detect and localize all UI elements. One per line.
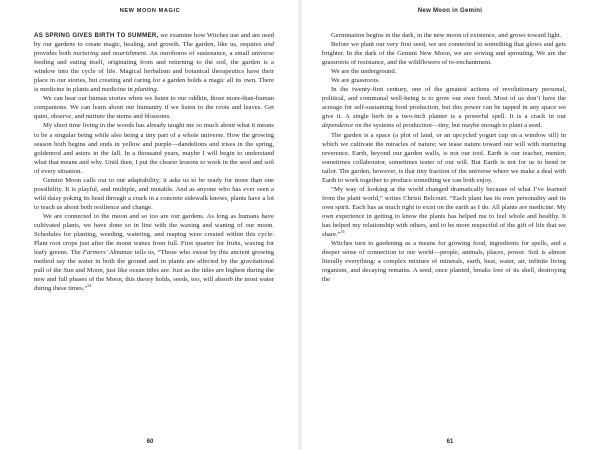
- paragraph: “My way of looking at the world changed dramatically because of what I’ve learned from the plant world,” writes Christi Belcourt. “Each plant has its own personality and its own spirit. Each has as much right to exist on the earth as I do. All plants are medicine. My own experience in getting to know the plants has helped me to feel whole and healthy. It has helped my relationship with others, and to be more respectful of the gift of life that we share.”$^{55}$: [322, 185, 566, 239]
- paragraph: The garden is a space (a plot of land, or an upcycled yogurt cup on a window sill) in which we cultivate the miracles of nature; we tease nature toward our will with nurturing reverence. Earth, beyond our garden walls, is not our tool. Earth is our teacher, mentor, sometimes collaborator, sometimes tester of our will. But Earth is not for us to bend or tailor. The garden, however, is that tiny fraction of the universe where we make a deal with Earth to work together to produce something we can both enjoy.: [322, 131, 566, 184]
- paragraph: We are the underground.: [331, 68, 397, 76]
- paragraph: We can hear our human stories when we listen to our oddkin, those more-than-human companions. We can learn about our humanity if we listen to the roots and leaves. Get quiet, observe, and nurture the stems and blossoms.: [34, 95, 274, 121]
- left-page-body: [34, 31, 274, 293]
- almanac-title: Farmers’ Almanac: [82, 249, 133, 257]
- page-number-right: 61: [446, 439, 454, 445]
- right-page: [300, 0, 600, 450]
- running-head-left: NEW MOON MAGIC: [119, 8, 181, 14]
- paragraph: In the twenty-first century, one of the greatest actions of revolutionary personal, political, and communal well-being is to grow our own food. Most of us don’t have the acreage for self-sustaining food production, but this power can be tapped in any space we give it. A single herb in a two-inch planter is a powerful spell. It is a crack in our dependence on the systems of production—tiny, but maybe enough to plant a seed.: [322, 86, 566, 130]
- paragraph: Witches turn to gardening as a means for growing food, ingredients for spells, and a deeper sense of connection to our world—people, animals, places, power. Soil is almost literally everything: a complex mixture of minerals, earth, heat, water, air, infinite living organism, and decaying remains. A seed, once planted, breaks free of its shell, destroying the: [322, 240, 566, 284]
- paragraph: My short time living in the woods has already taught me so much about what it means to be a singular being while also being a tiny part of a whole universe. How the growing season both begins and ends in yellow and purple—dandelions and irises in the spring, goldenrod and asters in the fall. In a thousand years, maybe I will begin to understand what that means and why. Until then, I put the clearer lessons to work in the seed and soil of every situation.: [34, 122, 274, 175]
- paragraph: Gemini Moon calls out to our adaptability; it asks us to be ready for more than one possibility. It is playful, and multiple, and mutable. And as anyone who has ever seen a wild daisy poking its head through a crack in a concrete sidewalk knows, plants have a lot to teach us about both resilience and change.: [34, 176, 274, 211]
- page-number-left: 60: [146, 439, 154, 445]
- paragraph: AS SPRING GIVES BIRTH TO SUMMER, we examine how Witches use and are used by our gardens to create magic, healing, and growth. The garden, like us, requires and provides both nurturing and nourishment. An ouroboros of sustenance, a small universe feeding and eating itself, originating from and returning to the soil, the garden is a window into the cycle of life. Magical herbalism and botanical therapeutics have their place in our stories, but creating and caring for a garden holds a magic all its own. There is medicine in plants and medicine in planting.: [34, 32, 274, 94]
- right-page-body: [322, 31, 566, 284]
- running-head-right: New Moon in Gemini: [417, 8, 483, 14]
- lead-in: AS SPRING GIVES BIRTH TO SUMMER,: [34, 32, 159, 39]
- paragraph: Germination begins in the dark, in the new moon of existence, and grows toward light.: [331, 32, 562, 39]
- footnote-marker: 55: [340, 228, 345, 234]
- paragraph: We are connected to the moon and so too are our gardens. As long as humans have cultivated plants, we have done so in line with the waxing and waning of our moon. Schedules for planting, weeding, watering, and reaping were created within this cycle: Plant root crops just after the moon wanes from full. First quarter for fruits, waxing for leafy greens. The Farmers’ Almanac tells us, “Those who swear by this ancient growing method say the water in both the ground and in plants are affected by the gravitational pull of the Sun and Moon, just like ocean tides are. Just as the tides are highest during the new and full phases of the Moon, this theory holds, seeds, too, will absorb the most water during these times.”$^{54}$: [34, 212, 274, 293]
- paragraph: We are grassroots.: [331, 77, 380, 85]
- paragraph: Before we plant our very first seed, we are connected to something that glows and gets brighter. In the dark of the Gemini New Moon, we are sowing and sprouting. We are the grassroots of resistance, and the wildflowers of re-enchantment.: [322, 41, 566, 67]
- footnote-marker: 54: [87, 283, 92, 289]
